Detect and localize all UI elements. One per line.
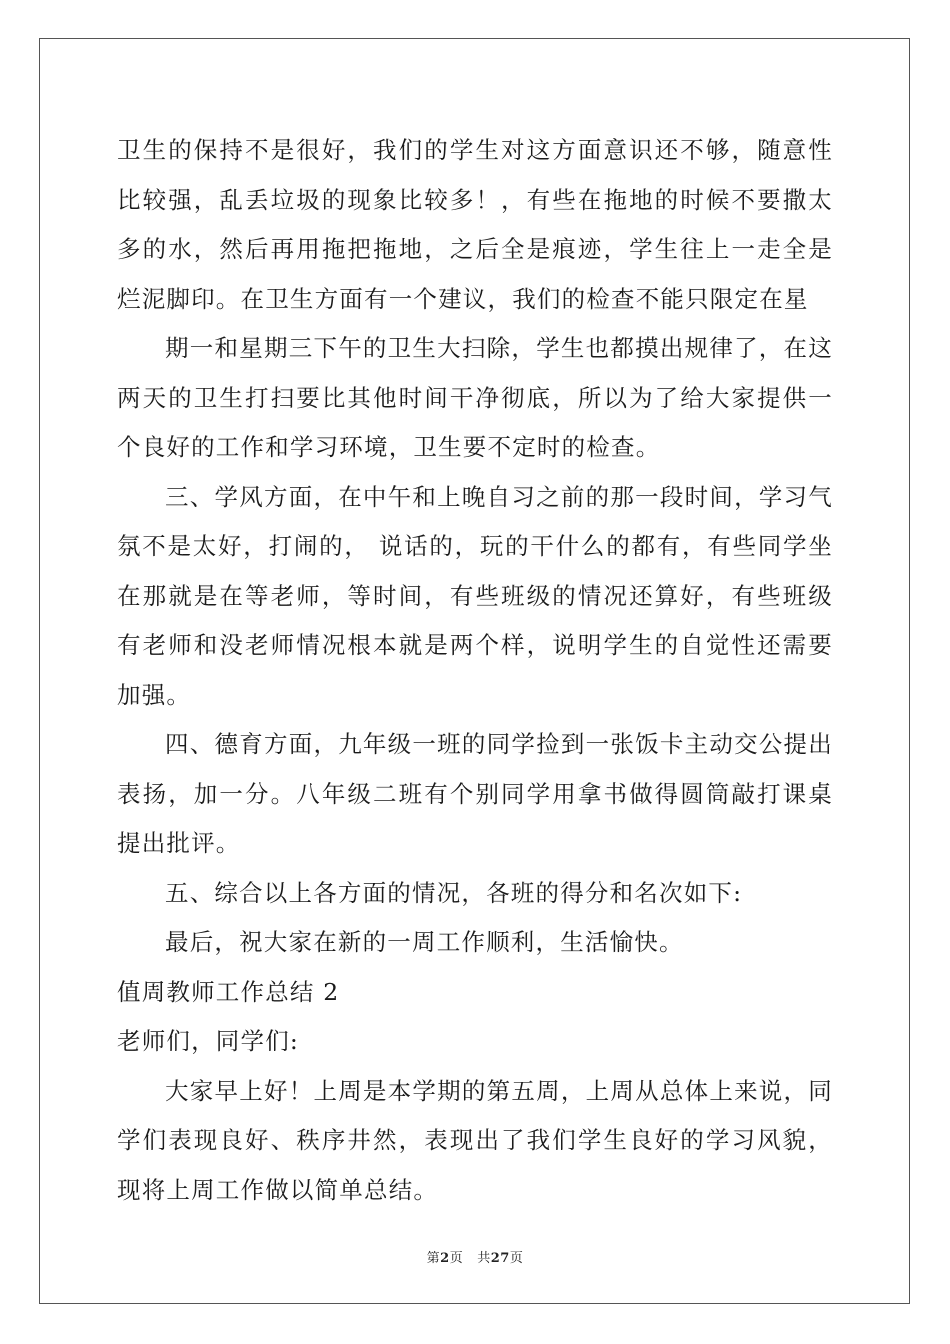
salutation: 老师们，同学们: bbox=[117, 1027, 300, 1055]
page-footer bbox=[0, 1247, 950, 1266]
paragraph-7: 大家早上好！上周是本学期的第五周，上周从总体上来说，同学们表现良好、秩序井然，表现出了我们学生良好的学习风貌，现将上周工作做以简单总结。 bbox=[117, 1076, 833, 1204]
paragraph-2: 期一和星期三下午的卫生大扫除，学生也都摸出规律了，在这两天的卫生打扫要比其他时间干净彻底，所以为了给大家提供一个良好的工作和学习环境，卫生要不定时的检查。 bbox=[117, 334, 833, 461]
total-label-suffix: 页 bbox=[509, 1251, 524, 1266]
page-label-prefix: 第 bbox=[426, 1251, 441, 1266]
paragraph-1: 卫生的保持不是很好，我们的学生对这方面意识还不够，随意性比较强，乱丢垃圾的现象比较多！，有些在拖地的时候不要撒太多的水，然后再用拖把拖地，之后全是痕迹，学生往上一走全是烂泥脚印。在卫生方面有一个建议，我们的检查不能只限定在星 bbox=[117, 136, 833, 313]
page-label-suffix: 页 bbox=[449, 1251, 464, 1266]
total-pages: 27 bbox=[490, 1251, 510, 1266]
total-label-prefix: 共 bbox=[477, 1251, 491, 1266]
document-body bbox=[117, 126, 833, 1215]
paragraph-3: 三、学风方面，在中午和上晚自习之前的那一段时间，学习气氛不是太好，打闹的， 说话的，玩的干什么的都有，有些同学坐在那就是在等老师，等时间，有些班级的情况还算好，有些班级有老师和没老师情况根本就是两个样，说明学生的自觉性还需要加强。 bbox=[117, 482, 833, 709]
section-heading: 值周教师工作总结 2 bbox=[117, 977, 340, 1006]
paragraph-6: 最后，祝大家在新的一周工作顺利，生活愉快。 bbox=[165, 928, 684, 956]
paragraph-4: 四、德育方面，九年级一班的同学捡到一张饭卡主动交公提出表扬，加一分。八年级二班有个别同学用拿书做得圆筒敲打课桌提出批评。 bbox=[117, 730, 833, 857]
page-number: 2 bbox=[440, 1251, 450, 1266]
paragraph-5: 五、综合以上各方面的情况，各班的得分和名次如下: bbox=[165, 878, 743, 907]
